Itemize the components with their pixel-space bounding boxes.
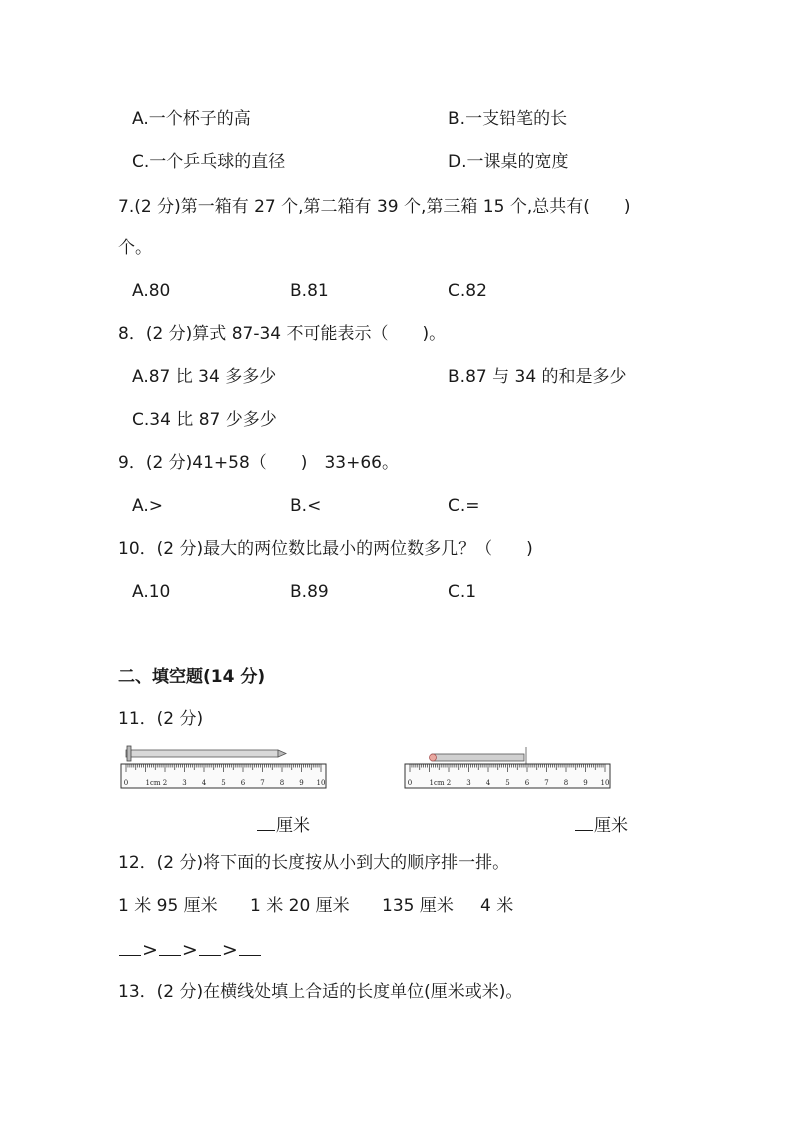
ruler-tick-label: 7: [260, 779, 265, 787]
q12-item-1: 1 米 95 厘米: [118, 896, 218, 916]
q8-option-b: B.87 与 34 的和是多少: [448, 367, 627, 387]
q11-answer-left: [256, 812, 310, 837]
ruler-tick-label: 4: [485, 779, 491, 787]
answer-blank[interactable]: [575, 812, 593, 831]
q12-answer-row: [118, 937, 262, 961]
ruler-tick-label: 1cm: [429, 779, 445, 787]
ruler-with-nail-left: [118, 745, 330, 791]
ruler-with-rod-right: [402, 745, 614, 791]
q7-option-a: A.80: [132, 281, 171, 301]
section2-title: 二、填空题(14 分): [118, 667, 266, 687]
q10-option-a: A.10: [132, 582, 171, 602]
q10-option-b: B.89: [290, 582, 329, 602]
q10-option-c: C.1: [448, 582, 477, 602]
q12-item-2: 1 米 20 厘米: [250, 896, 350, 916]
answer-blank[interactable]: [119, 937, 141, 956]
q9-stem: 9．(2 分)41+58（ ) 33+66。: [118, 453, 399, 473]
ruler-tick-label: 6: [524, 779, 530, 787]
ruler-tick-label: 10: [316, 779, 326, 787]
ruler-tick-label: 4: [201, 779, 207, 787]
q7-option-c: C.82: [448, 281, 487, 301]
q6-option-b: B.一支铅笔的长: [448, 109, 568, 129]
nail-icon: [126, 746, 286, 761]
answer-blank[interactable]: [239, 937, 261, 956]
q9-option-b: B.<: [290, 496, 322, 516]
unit-label: 厘米: [594, 816, 628, 836]
q6-option-a: A.一个杯子的高: [132, 109, 251, 129]
ruler-tick-label: 9: [299, 779, 304, 787]
q10-stem: 10．(2 分)最大的两位数比最小的两位数多几？（ ): [118, 539, 533, 559]
q12-item-4: 4 米: [480, 896, 514, 916]
q7-stem-line2: 个。: [118, 238, 152, 258]
q12-item-3: 135 厘米: [382, 896, 454, 916]
ruler-tick-label: 8: [279, 779, 285, 787]
ruler-tick-label: 6: [240, 779, 246, 787]
ruler-tick-label: 0: [407, 779, 413, 787]
answer-blank[interactable]: [257, 812, 275, 831]
q12-stem: 12．(2 分)将下面的长度按从小到大的顺序排一排。: [118, 853, 510, 873]
q9-option-c: C.=: [448, 496, 480, 516]
ruler-tick-label: 9: [583, 779, 588, 787]
ruler-tick-label: 2: [162, 779, 168, 787]
q8-option-c: C.34 比 87 少多少: [132, 410, 277, 430]
q8-stem: 8．(2 分)算式 87-34 不可能表示（ )。: [118, 324, 447, 344]
q9-option-a: A.>: [132, 496, 163, 516]
q13-stem: 13．(2 分)在横线处填上合适的长度单位(厘米或米)。: [118, 982, 523, 1002]
q7-stem-line1: 7.(2 分)第一箱有 27 个,第二箱有 39 个,第三箱 15 个,总共有( ): [118, 197, 631, 217]
q11-answer-right: [574, 812, 628, 837]
q6-option-c: C.一个乒乓球的直径: [132, 152, 286, 172]
ruler-tick-label: 2: [446, 779, 452, 787]
ruler-tick-label: 3: [466, 779, 471, 787]
q8-option-a: A.87 比 34 多多少: [132, 367, 277, 387]
ruler-tick-label: 5: [505, 779, 510, 787]
ruler-tick-label: 5: [221, 779, 226, 787]
q6-option-d: D.一课桌的宽度: [448, 152, 569, 172]
ruler-tick-label: 0: [123, 779, 129, 787]
ruler-tick-label: 8: [563, 779, 569, 787]
gt-sign: >: [221, 939, 238, 961]
gt-sign: >: [181, 939, 198, 961]
ruler-tick-label: 7: [544, 779, 549, 787]
gt-sign: >: [142, 939, 158, 961]
unit-label: 厘米: [276, 816, 310, 836]
ruler-tick-label: 3: [182, 779, 187, 787]
ruler-tick-label: 10: [600, 779, 610, 787]
q7-option-b: B.81: [290, 281, 329, 301]
answer-blank[interactable]: [199, 937, 221, 956]
answer-blank[interactable]: [159, 937, 181, 956]
q11-stem: 11．(2 分): [118, 709, 204, 729]
ruler-tick-label: 1cm: [145, 779, 161, 787]
rod-icon: [430, 747, 527, 764]
